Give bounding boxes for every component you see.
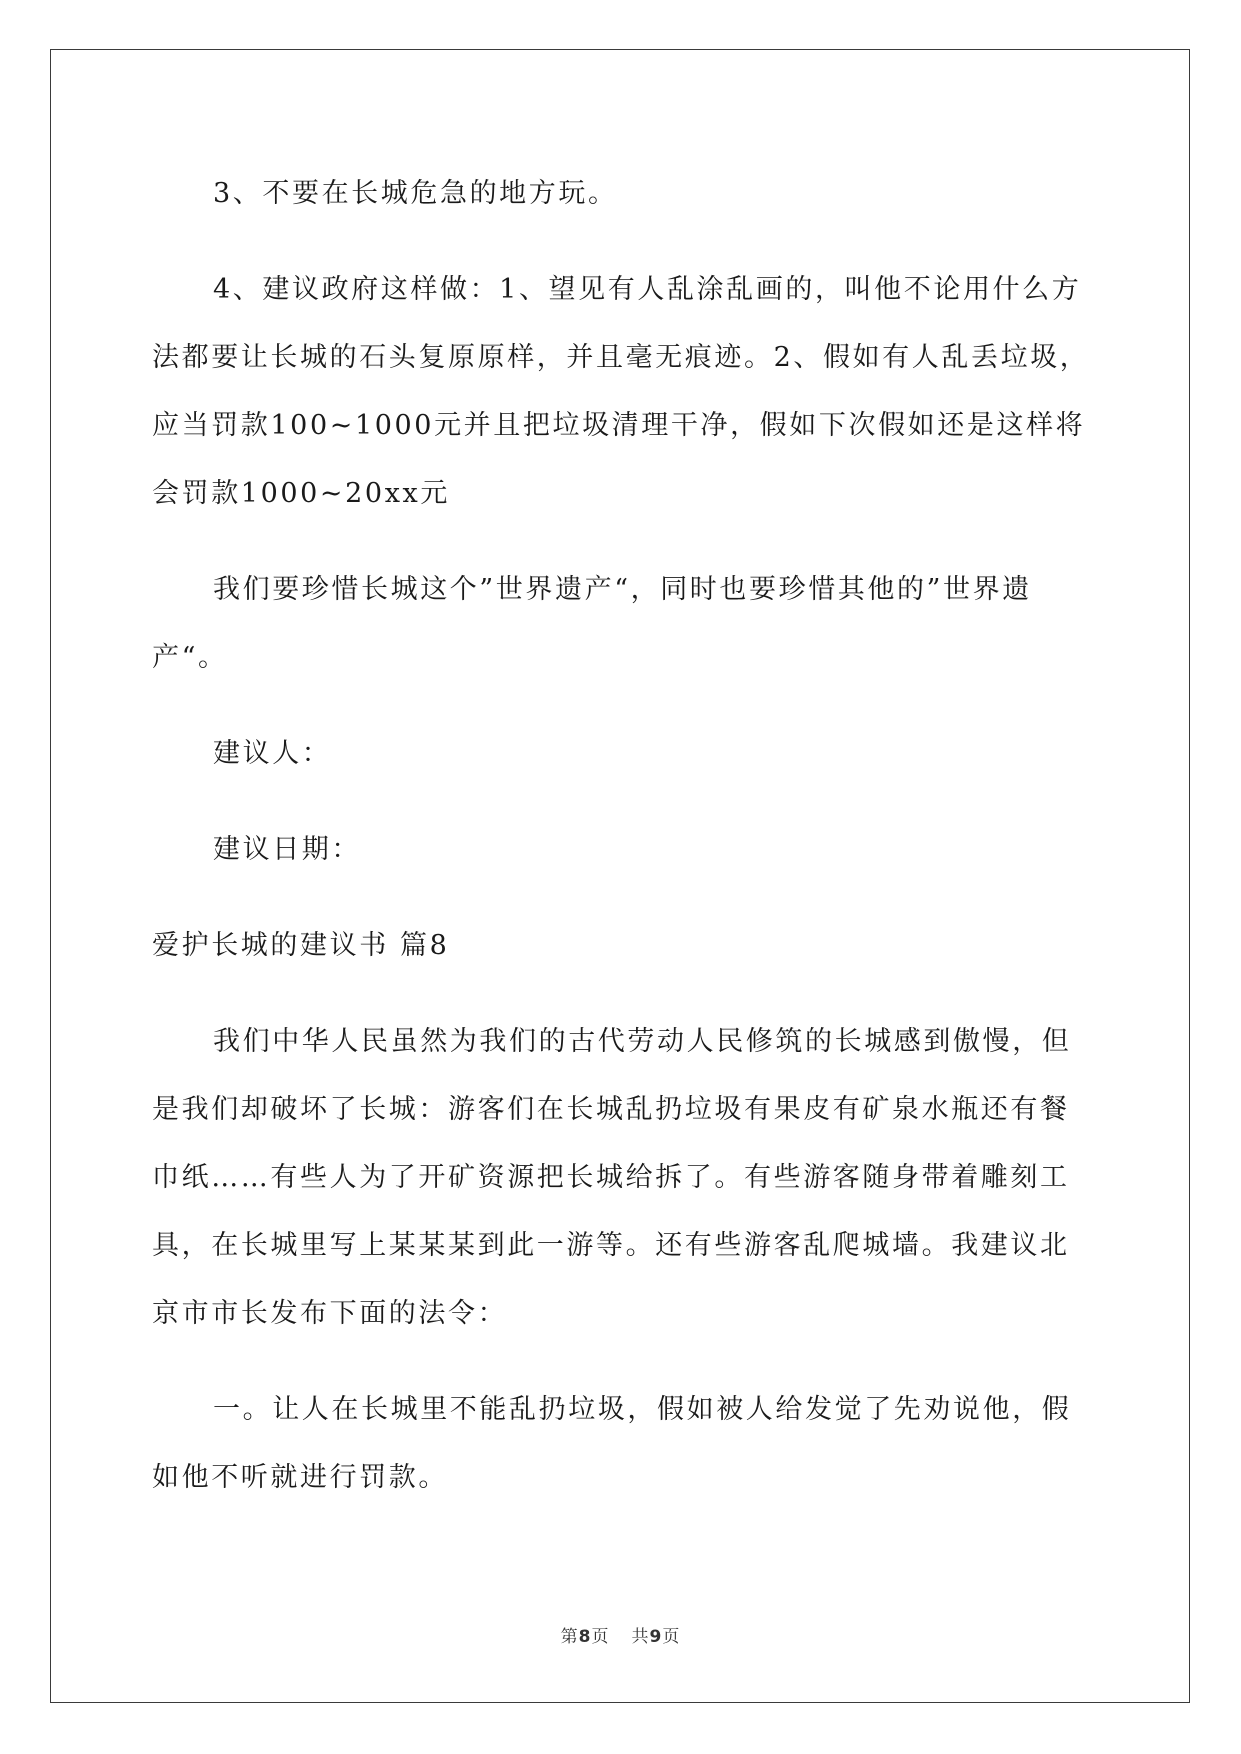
page-footer [0,1622,1241,1647]
footer-total-prefix: 共 [631,1627,650,1647]
paragraph-intro: 我们中华人民虽然为我们的古代劳动人民修筑的长城感到傲慢，但是我们却破坏了长城：游客们在长城乱扔垃圾有果皮有矿泉水瓶还有餐巾纸……有些人为了开矿资源把长城给拆了。有些游客随身带着雕刻工具，在长城里写上某某某到此一游等。还有些游客乱爬城墙。我建议北京市市长发布下面的法令： [152,1026,1072,1329]
footer-total-pages: 9 [649,1627,663,1647]
footer-page-number: 8 [578,1627,592,1647]
paragraph-item-4-proposal: 4、建议政府这样做：1、望见有人乱涂乱画的，叫他不论用什么方法都要让长城的石头复原原样，并且毫无痕迹。2、假如有人乱丢垃圾，应当罚款100~1000元并且把垃圾清理干净，假如下次假如还是这样将会罚款1000~20xx元 [152,274,1090,509]
paragraph-cherish-heritage: 我们要珍惜长城这个”世界遗产“，同时也要珍惜其他的”世界遗产“。 [152,574,1032,673]
footer-page-prefix: 第 [560,1627,579,1647]
proposer-label: 建议人： [213,738,332,769]
proposal-date-label: 建议日期： [213,834,361,865]
paragraph-item-3: 3、不要在长城危急的地方玩。 [213,178,618,209]
document-body [152,160,1090,1512]
footer-page-suffix: 页 [591,1627,610,1647]
footer-total-suffix: 页 [662,1627,681,1647]
section-heading: 爱护长城的建议书 篇8 [152,930,450,961]
paragraph-rule-one: 一。让人在长城里不能乱扔垃圾，假如被人给发觉了先劝说他，假如他不听就进行罚款。 [152,1394,1072,1493]
